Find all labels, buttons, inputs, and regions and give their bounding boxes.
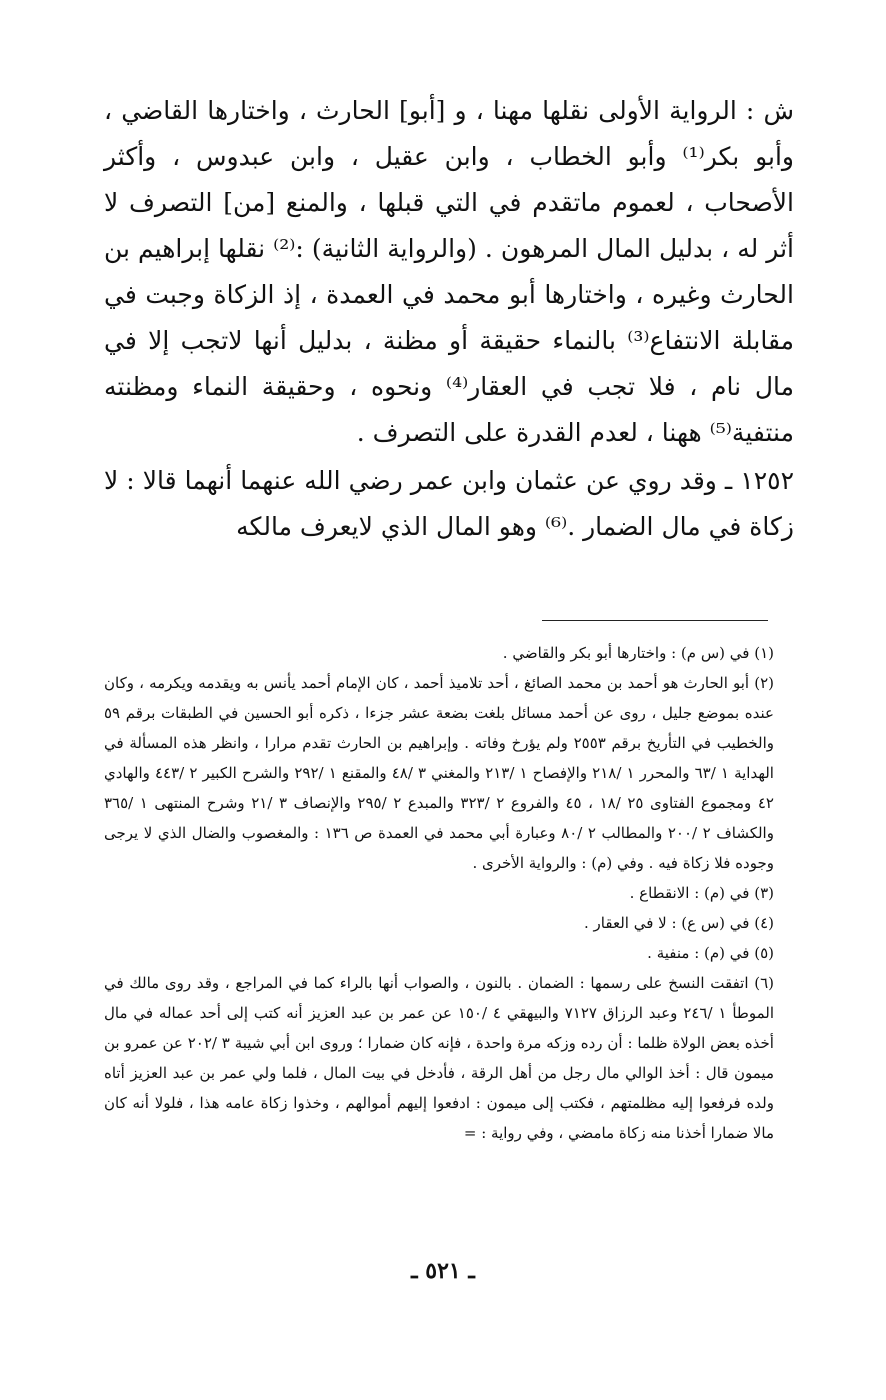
footnote-3: (٣) في (م) : الانقطاع . (629, 884, 774, 902)
page-number: ـ ٥٢١ ـ (411, 1258, 475, 1284)
main-paragraph-commentary: ش : الرواية الأولى نقلها مهنا ، و [أبو] الحارث ، واختارها القاضي ، وأبو بكر⁽¹⁾ وأبو الخطاب ، وابن عقيل ، وابن عبدوس ، وأكثر الأصحاب ، لعموم ماتقدم في التي قبلها ، والمنع [من] التصرف لا أثر له ، بدليل المال المرهون . (والرواية الثانية) :⁽²⁾ نقلها إبراهيم بن الحارث وغيره ، واختارها أبو محمد في العمدة ، إذ الزكاة وجبت في مقابلة الانتفاع⁽³⁾ بالنماء حقيقة أو مظنة ، بدليل أنها لاتجب إلا في مال نام ، فلا تجب في العقار⁽⁴⁾ ونحوه ، وحقيقة النماء ومظنته منتفية⁽⁵⁾ ههنا ، لعدم القدرة على التصرف . (104, 96, 794, 447)
footnote-4: (٤) في (س ع) : لا في العقار . (584, 914, 774, 932)
footnote-2: (٢) أبو الحارث هو أحمد بن محمد الصائغ ، أحد تلاميذ أحمد ، كان الإمام أحمد يأنس به ويقدمه ويكرمه ، وكان عنده بموضع جليل ، روى عن أحمد مسائل بلغت بضعة عشر جزءا ، ذكره أبو الحسين في الطبقات برقم ٥٩ والخطيب في التأريخ برقم ٢٥٥٣ ولم يؤرخ وفاته . وإبراهيم بن الحارث تقدم مرارا ، وانظر هذه المسألة في الهداية ١ /٦٣ والمحرر ١ /٢١٨ والإفصاح ١ /٢١٣ والمغني ٣ /٤٨ والمقنع ١ /٢٩٢ والشرح الكبير ٢ /٤٤٣ والهادي ٤٢ ومجموع الفتاوى ٢٥ /١٨ ، ٤٥ والفروع ٢ /٣٢٣ والمبدع ٢ /٢٩٥ والإنصاف ٣ /٢١ وشرح المنتهى ١ /٣٦٥ والكشاف ٢ /٢٠٠ والمطالب ٢ /٨٠ وعبارة أبي محمد في العمدة ص ١٣٦ : والمغصوب والضال الذي لا يرجى وجوده فلا زكاة فيه . وفي (م) : والرواية الأخرى . (104, 674, 774, 872)
footnotes (104, 638, 774, 1148)
footnote-1: (١) في (س م) : واختارها أبو بكر والقاضي . (502, 644, 774, 662)
footnote-6: (٦) اتفقت النسخ على رسمها : الضمان . بالنون ، والصواب أنها بالراء كما في المراجع ، وقد روى مالك في الموطأ ١ /٢٤٦ وعبد الرزاق ٧١٢٧ والبيهقي ٤ /١٥٠ عن عمر بن عبد العزيز أنه كتب إلى أحد عماله في مال أخذه بعض الولاة ظلما : أن رده وزكه مرة واحدة ، فإنه كان ضمارا ؛ وروى ابن أبي شيبة ٣ /٢٠٢ عن عمرو بن ميمون قال : أخذ الوالي مال رجل من أهل الرقة ، فأدخل في بيت المال ، فلما ولي عمر بن عبد العزيز أتاه ولده فرفعوا إليه مظلمتهم ، فكتب إلى ميمون : ادفعوا إليهم أموالهم ، وخذوا زكاة عامه هذا ، فلولا أنه كان مالا ضمارا أخذنا منه زكاة مامضي ، وفي رواية : = (104, 974, 774, 1142)
main-text (104, 88, 794, 550)
footnote-separator (542, 620, 768, 621)
footnote-5: (٥) في (م) : منفية . (647, 944, 774, 962)
main-paragraph-hadith-1252: ١٢٥٢ ـ وقد روي عن عثمان وابن عمر رضي الله عنهما أنهما قالا : لا زكاة في مال الضمار .⁽⁶⁾ وهو المال الذي لايعرف مالكه (104, 466, 794, 541)
